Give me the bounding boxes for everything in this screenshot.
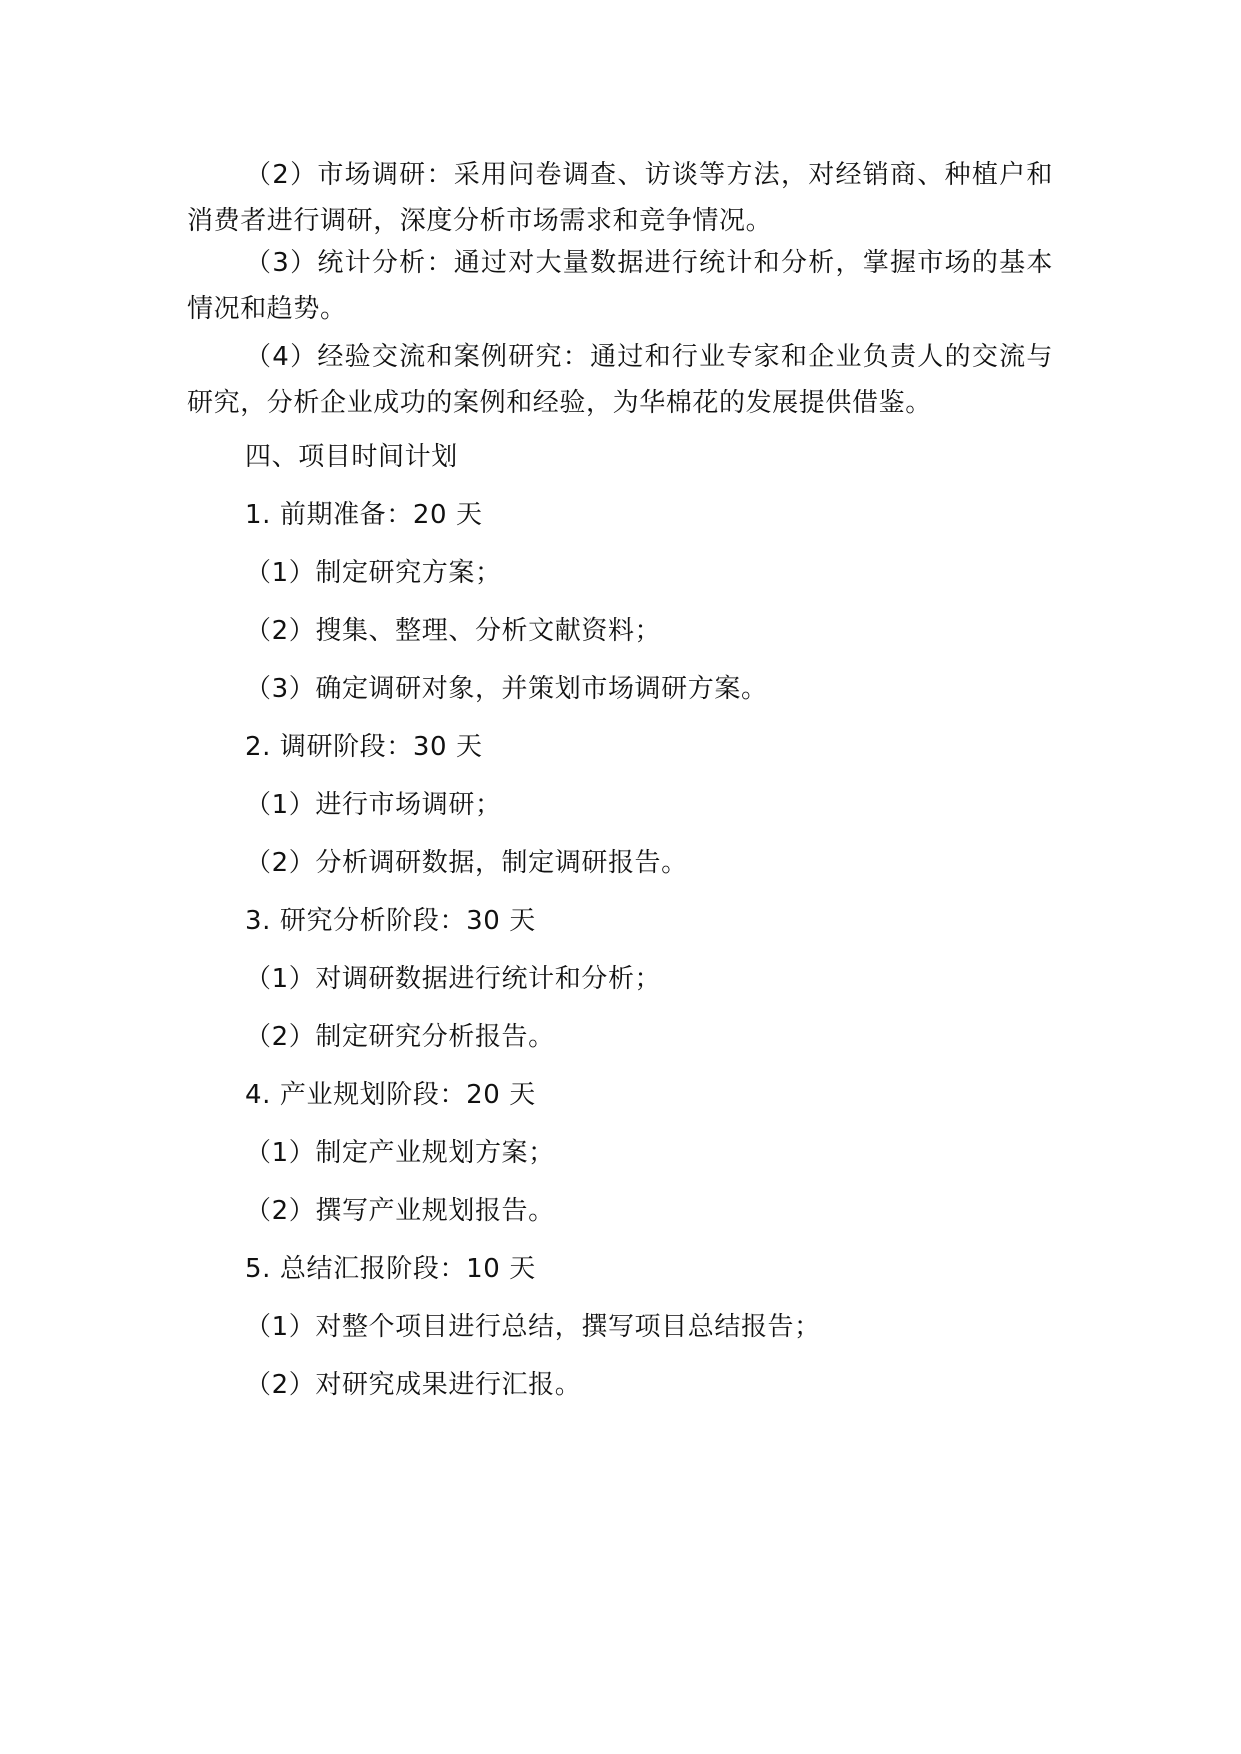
paragraph-case-study: （4）经验交流和案例研究：通过和行业专家和企业负责人的交流与研究，分析企业成功的案例和经验，为华棉花的发展提供借鉴。 (187, 342, 1053, 418)
section-heading: 四、项目时间计划 (245, 442, 458, 472)
list-item: （2）对研究成果进行汇报。 (245, 1370, 582, 1400)
phase-heading-preparation: 1. 前期准备：20 天 (245, 500, 483, 530)
list-item: （1）进行市场调研； (245, 790, 502, 820)
list-item: （2）搜集、整理、分析文献资料； (245, 616, 662, 646)
list-item: （1）对调研数据进行统计和分析； (245, 964, 662, 994)
list-item: （3）确定调研对象，并策划市场调研方案。 (245, 674, 768, 704)
paragraph-market-research: （2）市场调研：采用问卷调查、访谈等方法，对经销商、种植户和消费者进行调研，深度分析市场需求和竞争情况。 (187, 160, 1053, 236)
phase-heading-planning: 4. 产业规划阶段：20 天 (245, 1080, 536, 1110)
list-item: （2）制定研究分析报告。 (245, 1022, 555, 1052)
paragraph-statistical-analysis: （3）统计分析：通过对大量数据进行统计和分析，掌握市场的基本情况和趋势。 (187, 248, 1053, 324)
phase-heading-research: 2. 调研阶段：30 天 (245, 732, 483, 762)
phase-heading-analysis: 3. 研究分析阶段：30 天 (245, 906, 536, 936)
list-item: （2）撰写产业规划报告。 (245, 1196, 555, 1226)
list-item: （1）制定研究方案； (245, 558, 502, 588)
list-item: （1）制定产业规划方案； (245, 1138, 555, 1168)
phase-heading-summary: 5. 总结汇报阶段：10 天 (245, 1254, 536, 1284)
list-item: （1）对整个项目进行总结，撰写项目总结报告； (245, 1312, 821, 1342)
list-item: （2）分析调研数据，制定调研报告。 (245, 848, 688, 878)
